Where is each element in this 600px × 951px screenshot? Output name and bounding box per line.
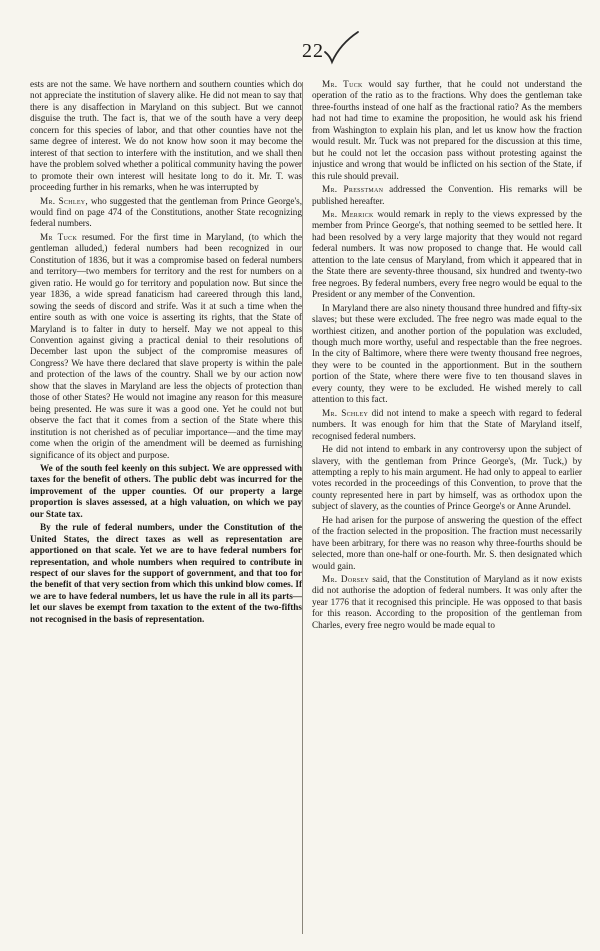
speaker-name: Mr. Tuck	[322, 79, 363, 89]
paragraph-text: addressed the Convention. His remarks will be published hereafter.	[312, 184, 583, 206]
page-header	[0, 30, 600, 70]
paragraph	[312, 574, 582, 631]
speaker-name: Mr. Merrick	[322, 208, 374, 219]
speaker-name: Mr. Presstman	[322, 184, 384, 195]
paragraph: He did not intend to embark in any controversy upon the subject of slavery, with the gentleman from Prince George's, (Mr. Tuck,) by attempting a reply to his main argument. He had only to appeal to earlier votes recorded in the proceedings of this Convention, to prove that the county represented here in part by himself, was as orthodox upon the subject of slavery, as the counties of Prince George's or Anne Arundel.	[312, 444, 582, 512]
paragraph	[312, 209, 582, 301]
page-number: 22	[302, 40, 324, 62]
speaker-name: Mr. Dorsey	[322, 574, 370, 585]
paragraph-text: did not intend to make a speech with regard to federal numbers. It was enough for him that the State of Maryland itself, recognised federal numbers.	[312, 407, 582, 441]
paragraph	[312, 184, 582, 207]
right-column	[312, 79, 582, 633]
check-mark-icon	[322, 30, 362, 66]
speaker-name: Mr. Schley,	[40, 195, 89, 206]
paragraph	[30, 196, 302, 230]
left-column	[30, 79, 302, 627]
paragraph: ests are not the same. We have northern and southern counties which do not appreciate the institution of slavery alike. He did not mean to say that there is any disaffection in Maryland on this subject. But we cannot disguise the truth. The fact is, that we of the south have a very deep concern for this species of labor, and that other counties have not the same degree of interest. We do not know how soon it may become the interest of that section to interfere with the institution, and we shall then have the problem solved whether a political community having the power to promote their own interest will hesitate long to do it. Mr. T. was proceeding further in his remarks, when he was interrupted by	[30, 79, 302, 193]
paragraph	[312, 408, 582, 442]
speaker-name: Mr. Schley	[322, 407, 369, 418]
paragraph-text: resumed. For the first time in Maryland, (to which the gentleman alluded,) federal numbers had been recognized in our Constitution of 1836, but it was a compromise based on federal numbers and territory—two members for territory and the rest for numbers on a given ratio. He would go for territory and population now. But since the year 1836, a wide spread fanaticism had careered through this land, sowing the seeds of discord and strife. Was it at such a time when the entire south as with one voice is asserting its rights, that the State of Maryland is to falter in duty to herself. May we not appeal to this Convention against giving a practical denial to their resolutions of December last upon the subject of the compromise measures of Congress? We have there declared that slave property is within the pale and protection of the laws of the country. Shall we by our action now show that the slaves in Maryland are less the objects of protection than those of other States? He would not imagine any reason for this measure being presented. He was sure it was a good one. Yet he could not but observe the fact that it comes from a section of the State where this institution is not cherished as of peculiar importance—and the time may come when the origin of the amendment will be deemed as furnishing significance of its object and purpose.	[30, 231, 302, 460]
paragraph: We of the south feel keenly on this subject. We are oppressed with taxes for the benefit of others. The public debt was incurred for the improvement of the upper counties. Of our property a large proportion is slaves assessed, at a high valuation, on which we pay our State tax.	[30, 462, 302, 519]
paragraph: By the rule of federal numbers, under the Constitution of the United States, the direct taxes as well as representation are apportioned on that scale. Yet we are to have federal numbers for representation, and whole numbers when required to contribute in respect of our slaves for the support of government, and that too for the benefit of that very section from which this unkind blow comes. If we are to have federal numbers, let us have the rule in all its parts—let our slaves be exempt from taxation to the extent of the two-fifths not recognised in the basis of representation.	[30, 522, 302, 624]
speaker-name: Mr Tuck	[40, 231, 78, 242]
paragraph: He had arisen for the purpose of answering the question of the effect of the fraction selected in the proposition. The fraction must necessarily have been arbitrary, for there was no reason why three-fourths should be selected, more than one-half or one-fourth. Mr. S. then designated which would gain.	[312, 514, 582, 571]
paragraph	[30, 232, 302, 461]
paragraph: In Maryland there are also ninety thousand three hundred and fifty-six slaves; but these were excluded. The free negro was made equal to the worthiest citizen, and another portion of the population was excluded, though much more worthy, useful and respectable than the free negroes. In the city of Baltimore, where there were twenty thousand free negroes, they were to be counted in the apportionment. But in the southern portion of the State, where there were five to ten thousand slaves in every county, they were to be excluded. He wished merely to call attention to this fact.	[312, 302, 582, 405]
column-divider	[302, 82, 303, 934]
paragraph-text: would say further, that he could not understand the operation of the ratio as to the fractions. Why does the gentleman take three-fourths instead of one half as the fractional ratio? As the members had not had time to examine the proposition, he would ask his friend from Washington to explain his plan, and let us know how the fraction would result. Mr. Tuck was not prepared for the discussion at this time, but he could not let the occasion pass without protesting against the injustice and wrong that would be inflicted on his section of the State, if this rule should prevail.	[312, 79, 582, 181]
paragraph	[312, 79, 582, 182]
paragraph-text: who suggested that the gentleman from Prince George's, would find on page 474 of the Constitutions, another State recognizing federal numbers.	[30, 195, 302, 229]
paragraph-text: said, that the Constitution of Maryland as it now exists did not authorise the adoption of federal numbers. It was only after the year 1776 that it recognised this principle. He was opposed to that basis for this reason. According to the proposition of the gentleman from Charles, every free negro would be made equal to	[312, 574, 582, 630]
paragraph-text: would remark in reply to the views expressed by the member from Prince George's, that nothing seemed to be settled here. It had been resolved by a very large majority that they would not regard federal numbers. It was now proposed to change that. He would call attention to the late census of Maryland, from which it appeared that in the State there are seventy-three thousand, six hundred and twenty-two free negroes. By federal numbers, every free negro would be equal to the President or any member of the Convention.	[312, 208, 582, 300]
